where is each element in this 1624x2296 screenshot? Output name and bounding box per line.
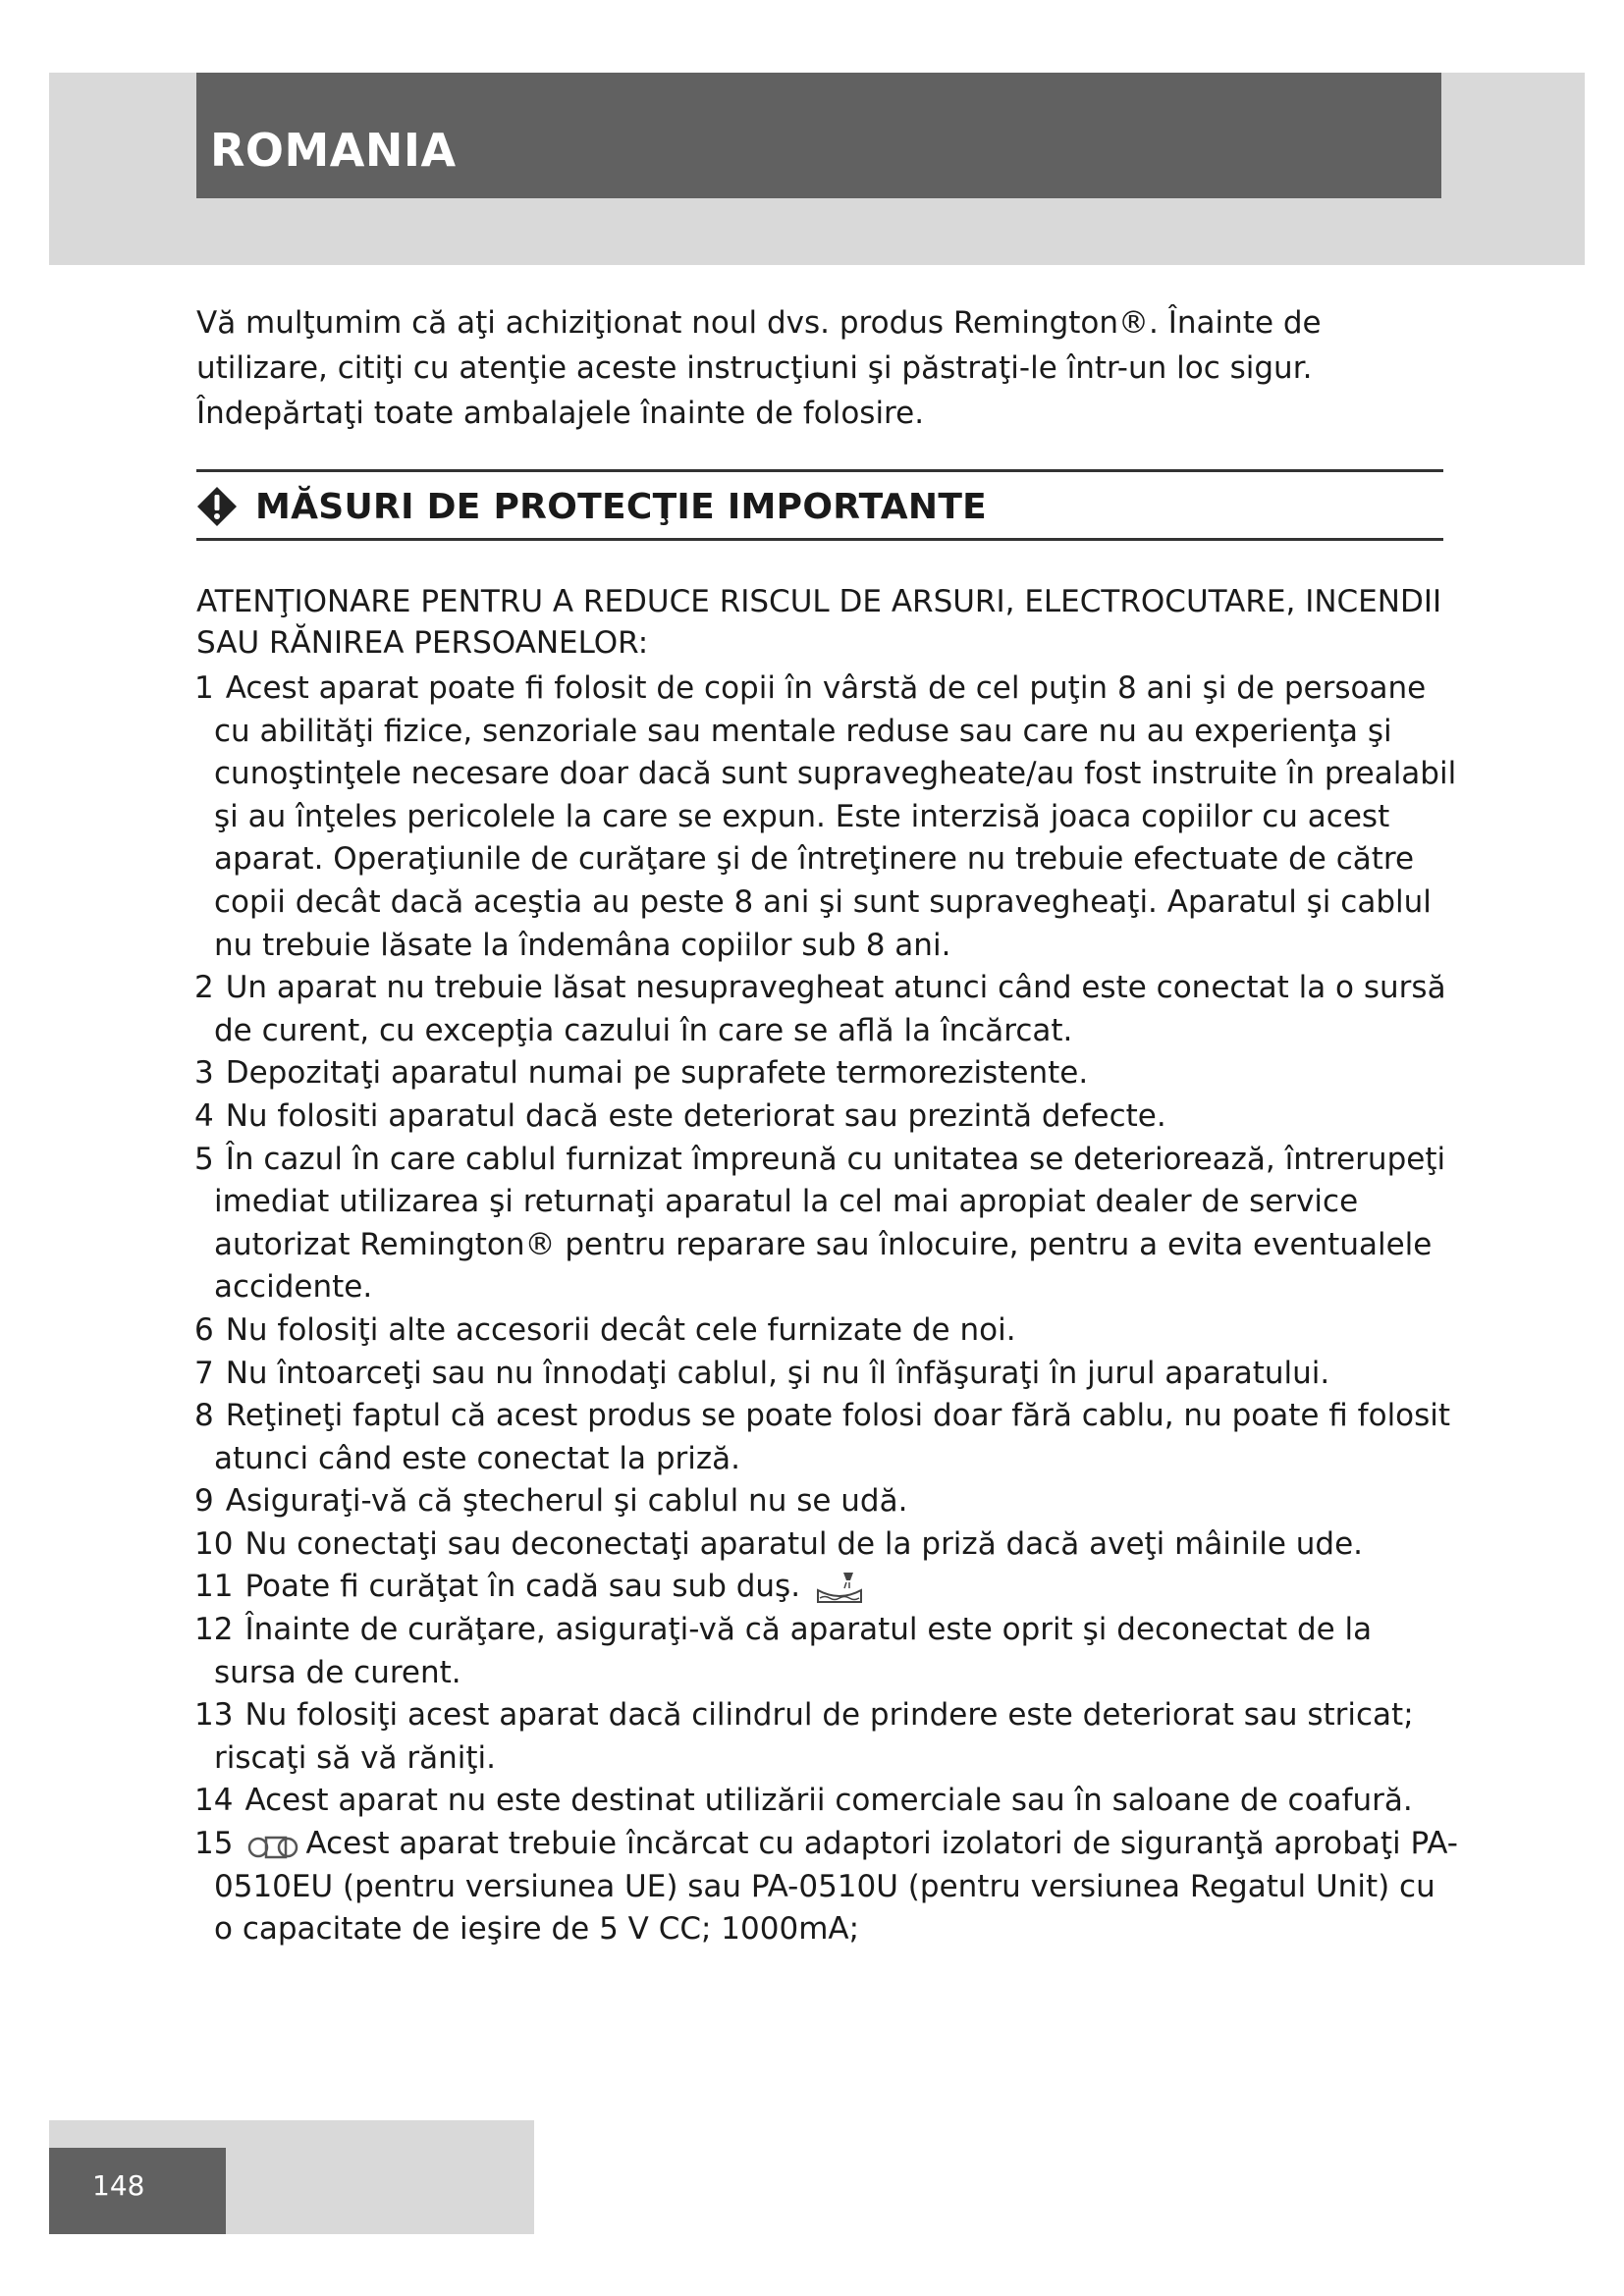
item-text: Reţineţi faptul că acest produs se poate folosi doar fără cablu, nu poate fi folosit atunci când este conectat la priză. — [214, 1398, 1451, 1476]
item-text: Acest aparat poate fi folosit de copii în vârstă de cel puţin 8 ani şi de persoane cu abilităţi fizice, senzoriale sau mentale reduse sau care nu au experienţa şi cunoştinţele necesare doar dacă sunt supravegheate/au fost instruite în prealabil şi au înţeles pericolele la care se expun. Este interzisă joaca copiilor cu acest aparat. Operaţiunile de curăţare şi de întreţinere nu trebuie efectuate de către copii decât dacă aceştia au peste 8 ani şi sunt supravegheaţi. Aparatul şi cablul nu trebuie lăsate la îndemâna copiilor sub 8 ani. — [214, 670, 1457, 963]
item-number: 11 — [194, 1569, 234, 1605]
list-item — [194, 667, 1461, 967]
item-text: Asiguraţi-vă că ştecherul şi cablul nu se udă. — [225, 1483, 908, 1520]
intro-line: utilizare, citiţi cu atenţie aceste instrucţiuni şi păstraţi-le într-un loc sigur. — [196, 350, 1313, 386]
item-number: 4 — [194, 1097, 214, 1134]
warning-line: SAU RĂNIREA PERSOANELOR: — [196, 625, 649, 661]
item-text: Nu întoarceţi sau nu înnodaţi cablul, şi nu îl înfăşuraţi în jurul aparatului. — [225, 1355, 1330, 1391]
section-top-rule — [196, 469, 1443, 472]
safety-list — [194, 667, 1461, 1951]
list-item — [194, 1395, 1461, 1480]
list-item — [194, 1095, 1461, 1139]
intro-text — [196, 300, 1443, 436]
item-number: 15 — [194, 1826, 234, 1862]
list-item — [194, 1694, 1461, 1780]
item-text: Nu folosiţi acest aparat dacă cilindrul de prindere este deteriorat sau stricat; riscaţi să vă răniţi. — [214, 1697, 1414, 1776]
item-number: 10 — [194, 1525, 234, 1562]
item-number: 3 — [194, 1055, 214, 1092]
item-number: 13 — [194, 1697, 234, 1734]
list-item — [194, 1139, 1461, 1309]
list-item — [194, 1823, 1461, 1951]
item-number: 1 — [194, 670, 214, 706]
intro-line: Vă mulţumim că aţi achiziţionat noul dvs. produs Remington®. Înainte de — [196, 305, 1322, 341]
item-text: Nu folositi aparatul dacă este deteriorat sau prezintă defecte. — [225, 1097, 1166, 1134]
item-text: Nu conectaţi sau deconectaţi aparatul de la priză dacă aveţi mâinile ude. — [244, 1525, 1364, 1562]
item-number: 5 — [194, 1141, 214, 1177]
item-text: Poate fi curăţat în cadă sau sub duş. — [244, 1569, 801, 1605]
list-item — [194, 1566, 1461, 1609]
list-item — [194, 967, 1461, 1052]
item-text: Acest aparat nu este destinat utilizării comerciale sau în saloane de coafură. — [244, 1783, 1413, 1819]
intro-line: Îndepărtaţi toate ambalajele înainte de folosire. — [196, 396, 925, 431]
safety-transformer-icon — [244, 1826, 299, 1865]
item-number: 8 — [194, 1398, 214, 1434]
shower-bath-icon — [814, 1569, 865, 1608]
item-text: Înainte de curăţare, asiguraţi-vă că aparatul este oprit şi deconectat de la sursa de curent. — [214, 1612, 1373, 1690]
item-text: Depozitaţi aparatul numai pe suprafete termorezistente. — [225, 1055, 1089, 1092]
header-band — [49, 73, 1585, 265]
list-item — [194, 1780, 1461, 1823]
item-text: Nu folosiţi alte accesorii decât cele furnizate de noi. — [225, 1311, 1016, 1348]
header-title-box — [196, 73, 1441, 198]
page-number-box — [49, 2148, 226, 2234]
item-number: 2 — [194, 970, 214, 1006]
item-number: 12 — [194, 1612, 234, 1648]
item-number: 14 — [194, 1783, 234, 1819]
list-item — [194, 1523, 1461, 1567]
warning-diamond-icon — [196, 486, 238, 527]
list-item — [194, 1309, 1461, 1353]
list-item — [194, 1480, 1461, 1523]
item-number: 6 — [194, 1311, 214, 1348]
section-bottom-rule — [196, 538, 1443, 541]
warning-line: ATENŢIONARE PENTRU A REDUCE RISCUL DE ARSURI, ELECTROCUTARE, INCENDII — [196, 584, 1442, 619]
page-number: 148 — [92, 2169, 145, 2202]
item-text: Acest aparat trebuie încărcat cu adaptori izolatori de siguranţă aprobaţi PA-0510EU (pentru versiunea UE) sau PA-0510U (pentru versiunea Regatul Unit) cu o capacitate de ieşire de 5 V CC; 1000mA; — [214, 1826, 1458, 1948]
warning-text — [196, 581, 1463, 664]
footer-band — [49, 2120, 534, 2234]
item-text: În cazul în care cablul furnizat împreună cu unitatea se deteriorează, întrerupeţi imediat utilizarea şi returnaţi aparatul la cel mai apropiat dealer de service autorizat Remington® pentru reparare sau înlocuire, pentru a evita eventualele accidente. — [214, 1141, 1446, 1306]
list-item — [194, 1609, 1461, 1694]
item-number: 9 — [194, 1483, 214, 1520]
section-title: MĂSURI DE PROTECŢIE IMPORTANTE — [255, 486, 988, 527]
section-heading — [196, 479, 987, 534]
list-item — [194, 1052, 1461, 1095]
list-item — [194, 1353, 1461, 1396]
item-number: 7 — [194, 1355, 214, 1391]
page-title: ROMANIA — [210, 124, 457, 177]
item-text: Un aparat nu trebuie lăsat nesupravegheat atunci când este conectat la o sursă de curent, cu excepţia cazului în care se află la încărcat. — [214, 970, 1446, 1048]
